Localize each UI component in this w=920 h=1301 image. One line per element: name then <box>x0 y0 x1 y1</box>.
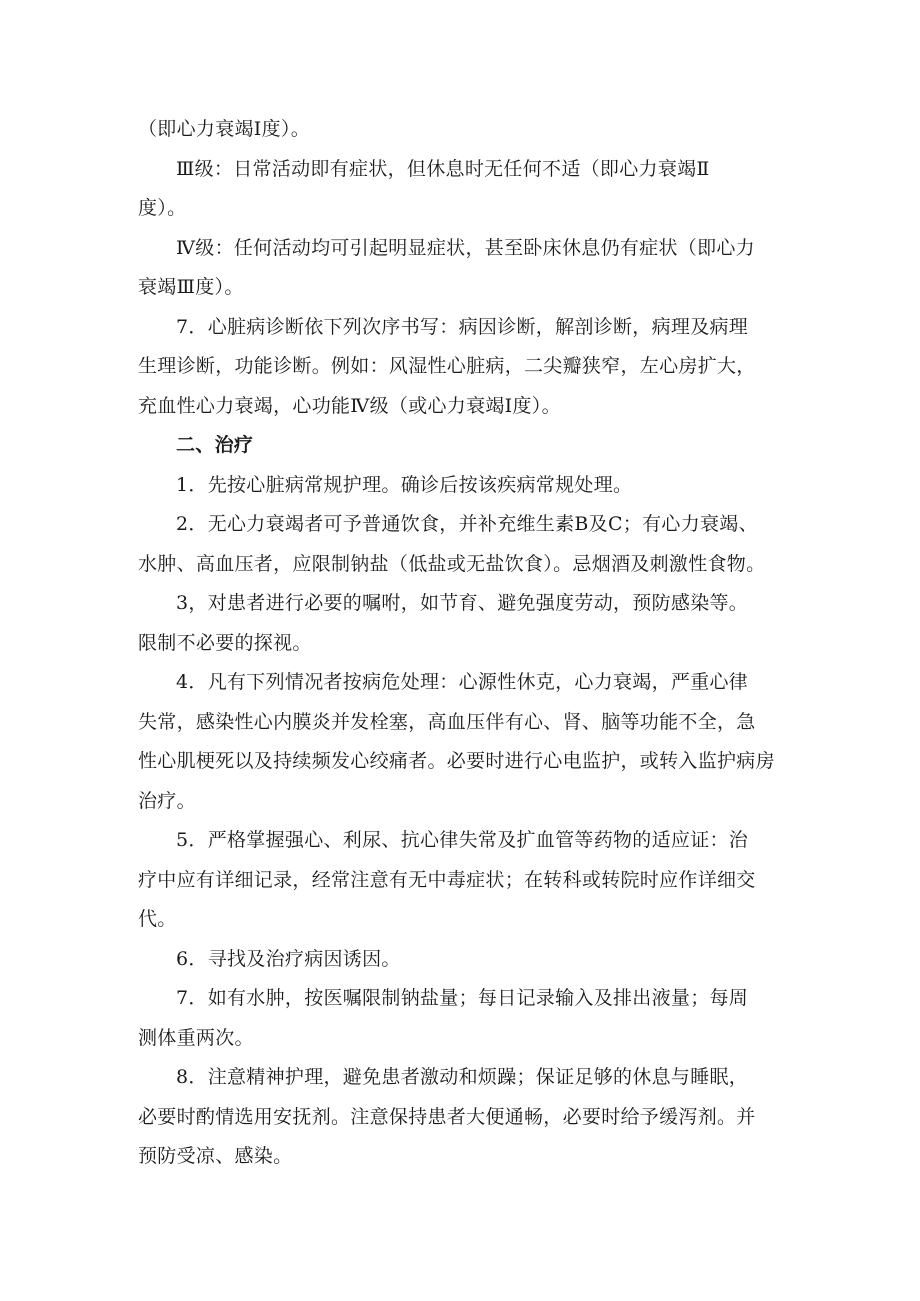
text-line: 充血性心力衰竭，心功能Ⅳ级（或心力衰竭Ⅰ度）。 <box>138 394 561 417</box>
paragraph-treatment-8 <box>138 1058 788 1177</box>
paragraph-treatment-7 <box>138 979 788 1058</box>
text-line: 5．严格掌握强心、利尿、抗心律失常及扩血管等药物的适应证：治 <box>176 829 749 851</box>
text-line: 度）。 <box>138 197 187 219</box>
paragraph-treatment-1 <box>138 466 788 506</box>
text-line: 4．凡有下列情况者按病危处理：心源性休克，心力衰竭，严重心律 <box>176 671 749 693</box>
text-line: 代。 <box>138 908 177 930</box>
text-line: （即心力衰竭Ⅰ度）。 <box>138 118 311 140</box>
heading-text: 二、治疗 <box>176 434 254 456</box>
paragraph-grade-iv <box>138 229 788 308</box>
text-line: 3，对患者进行必要的嘱咐，如节育、避免强度劳动，预防感染等。 <box>176 592 749 614</box>
paragraph-grade-iii <box>138 150 788 229</box>
text-line: 7．心脏病诊断依下列次序书写：病因诊断，解剖诊断，病理及病理 <box>176 315 749 338</box>
text-line: 8．注意精神护理，避免患者激动和烦躁；保证足够的休息与睡眠， <box>176 1066 749 1088</box>
text-line: Ⅲ级：日常活动即有症状，但休息时无任何不适（即心力衰竭Ⅱ <box>176 157 710 180</box>
paragraph-treatment-4 <box>138 663 788 821</box>
document-page <box>138 110 788 1177</box>
text-line: 必要时酌情选用安抚剂。注意保持患者大便通畅，必要时给予缓泻剂。并 <box>138 1105 756 1128</box>
text-line: 生理诊断，功能诊断。例如：风湿性心脏病，二尖瓣狭窄，左心房扩大， <box>138 355 756 377</box>
paragraph-treatment-3 <box>138 584 788 663</box>
text-line: 7．如有水肿，按医嘱限制钠盐量；每日记录输入及排出液量；每周 <box>176 987 749 1009</box>
text-line: 失常，感染性心内膜炎并发栓塞，高血压伴有心、肾、脑等功能不全，急 <box>138 710 756 733</box>
paragraph-treatment-2 <box>138 505 788 584</box>
paragraph-heart-failure-grade-note <box>138 110 788 150</box>
text-line: 治疗。 <box>138 789 196 812</box>
section-heading-treatment <box>138 426 788 466</box>
text-line: 测体重两次。 <box>138 1026 254 1049</box>
text-line: 衰竭Ⅲ度）。 <box>138 276 244 298</box>
text-line: 性心肌梗死以及持续频发心绞痛者。必要时进行心电监护，或转入监护病房 <box>138 750 775 772</box>
text-line: 1．先按心脏病常规护理。确诊后按该疾病常规处理。 <box>176 473 633 496</box>
text-line: 6．寻找及治疗病因诱因。 <box>176 947 401 970</box>
text-line: 2．无心力衰竭者可予普通饮食，并补充维生素B及C；有心力衰竭、 <box>176 513 758 535</box>
text-line: 限制不必要的探视。 <box>138 631 312 654</box>
text-line: 水肿、高血压者，应限制钠盐（低盐或无盐饮食）。忌烟酒及刺激性食物。 <box>138 552 766 575</box>
paragraph-diagnosis-order <box>138 308 788 427</box>
paragraph-treatment-5 <box>138 821 788 940</box>
text-line: 疗中应有详细记录，经常注意有无中毒症状；在转科或转院时应作详细交 <box>138 868 756 891</box>
paragraph-treatment-6 <box>138 940 788 980</box>
text-line: 预防受凉、感染。 <box>138 1145 293 1167</box>
text-line: Ⅳ级：任何活动均可引起明显症状，甚至卧床休息仍有症状（即心力 <box>176 236 755 259</box>
